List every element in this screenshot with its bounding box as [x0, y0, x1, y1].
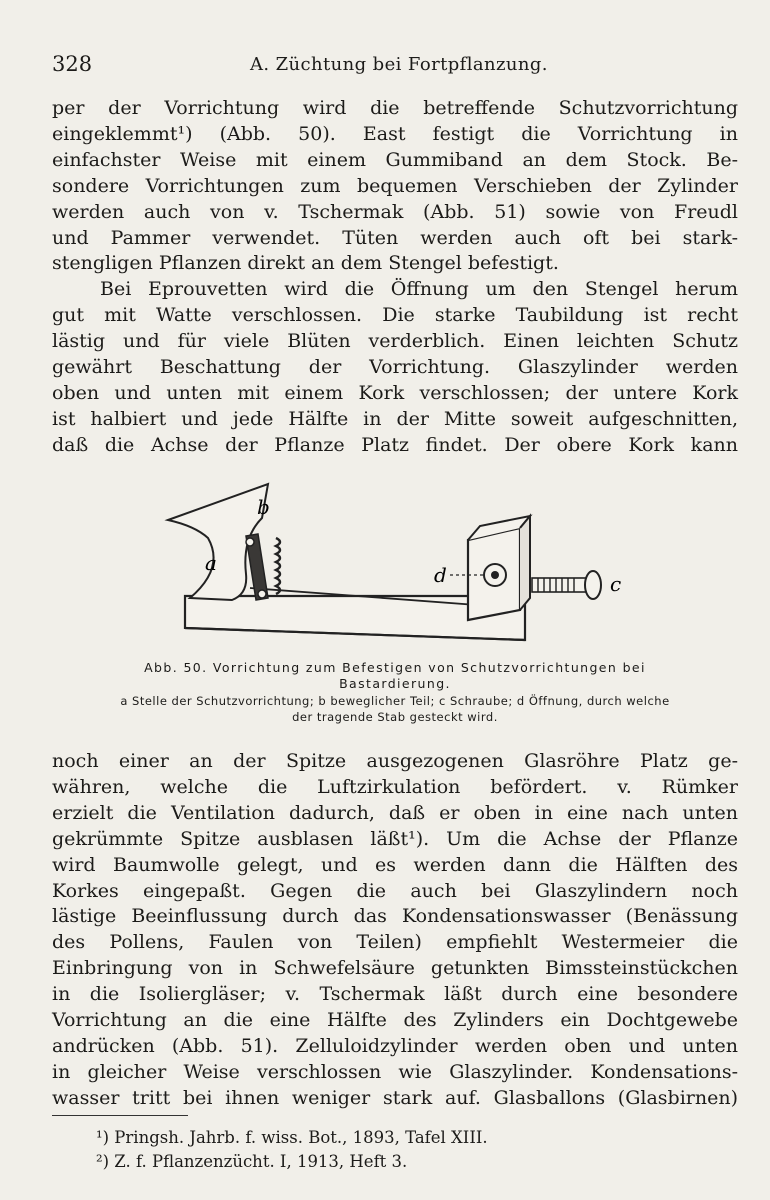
text-line: lästige Beeinflussung durch das Kondensationswasser (Benässung — [52, 905, 738, 928]
running-title: A. Züchtung bei Fortpflanzung. — [250, 54, 548, 75]
caption-legend-line: a Stelle der Schutzvorrichtung; b beweglicher Teil; c Schraube; d Öffnung, durch welche — [120, 694, 670, 708]
text-line: Bei Eprouvetten wird die Öffnung um den Stengel herum — [100, 278, 738, 301]
text-line: einfachster Weise mit einem Gummiband an dem Stock. Be- — [52, 148, 738, 171]
top-text-block — [52, 96, 738, 459]
text-line: erzielt die Ventilation dadurch, daß er oben in eine nach unten — [52, 801, 738, 824]
label-a: a — [205, 551, 217, 575]
text-line: andrücken (Abb. 51). Zelluloidzylinder werden oben und unten — [52, 1034, 738, 1057]
text-line: oben und unten mit einem Kork verschlossen; der untere Kork — [52, 381, 738, 404]
paragraph-3 — [52, 749, 738, 1112]
text-line: stengligen Pflanzen direkt an dem Stengel befestigt. — [52, 252, 559, 275]
text-line: werden auch von v. Tschermak (Abb. 51) sowie von Freudl — [52, 200, 738, 223]
text-line: gewährt Beschattung der Vorrichtung. Glaszylinder werden — [52, 356, 738, 379]
text-line: in die Isoliergläser; v. Tschermak läßt durch eine besondere — [52, 983, 738, 1006]
text-line: ist halbiert und jede Hälfte in der Mitte soweit aufgeschnitten, — [52, 407, 738, 430]
paragraph-2 — [52, 277, 738, 458]
text-line: in gleicher Weise verschlossen wie Glaszylinder. Kondensations- — [52, 1060, 738, 1083]
caption-title-line: Bastardierung. — [339, 676, 451, 691]
figure-caption — [52, 660, 738, 724]
text-line: gekrümmte Spitze ausblasen läßt¹). Um die Achse der Pflanze — [52, 827, 738, 850]
bottom-text-block — [52, 749, 738, 1112]
text-line: Vorrichtung an die eine Hälfte des Zylinders ein Dochtgewebe — [52, 1009, 738, 1032]
text-line: sondere Vorrichtungen zum bequemen Verschieben der Zylinder — [52, 174, 738, 197]
label-b: b — [257, 495, 270, 519]
footnote-1: ¹) Pringsh. Jahrb. f. wiss. Bot., 1893, Tafel XIII. — [96, 1128, 488, 1147]
label-d: d — [434, 563, 447, 587]
screw — [532, 578, 586, 592]
spring — [276, 538, 280, 594]
text-line: eingeklemmt¹) (Abb. 50). East festigt die Vorrichtung in — [52, 122, 738, 145]
text-line: Korkes eingepaßt. Gegen die auch bei Glaszylindern noch — [52, 879, 738, 902]
text-line: lästig und für viele Blüten verderblich. Einen leichten Schutz — [52, 330, 738, 353]
figure-illustration — [150, 478, 630, 658]
text-line: wasser tritt bei ihnen weniger stark auf. Glasballons (Glasbirnen) — [52, 1086, 738, 1109]
text-line: gut mit Watte verschlossen. Die starke Taubildung ist recht — [52, 304, 738, 327]
page-header — [52, 52, 738, 80]
footnote-divider — [52, 1115, 188, 1116]
text-line: daß die Achse der Pflanze Platz findet. Der obere Kork kann — [52, 433, 738, 456]
text-line: per der Vorrichtung wird die betreffende Schutzvorrichtung — [52, 97, 738, 119]
text-line: wird Baumwolle gelegt, und es werden dann die Hälften des — [52, 853, 738, 876]
caption-title-line: Abb. 50. Vorrichtung zum Befestigen von Schutzvorrichtungen bei — [144, 660, 646, 675]
page-number: 328 — [52, 52, 93, 76]
footnote-2: ²) Z. f. Pflanzenzücht. I, 1913, Heft 3. — [96, 1152, 408, 1171]
text-line: währen, welche die Luftzirkulation befördert. v. Rümker — [52, 775, 738, 798]
text-line: und Pammer verwendet. Tüten werden auch oft bei stark- — [52, 226, 738, 249]
footnotes — [96, 1126, 488, 1174]
screw-head — [585, 571, 601, 599]
text-line: des Pollens, Faulen von Teilen) empfiehlt Westermeier die — [52, 931, 738, 954]
text-line: noch einer an der Spitze ausgezogenen Glasröhre Platz ge- — [52, 750, 738, 772]
text-line: Einbringung von in Schwefelsäure getunkten Bimssteinstückchen — [52, 957, 738, 980]
paragraph-1 — [52, 96, 738, 277]
caption-legend-line: der tragende Stab gesteckt wird. — [292, 710, 498, 724]
label-c: c — [610, 572, 622, 596]
